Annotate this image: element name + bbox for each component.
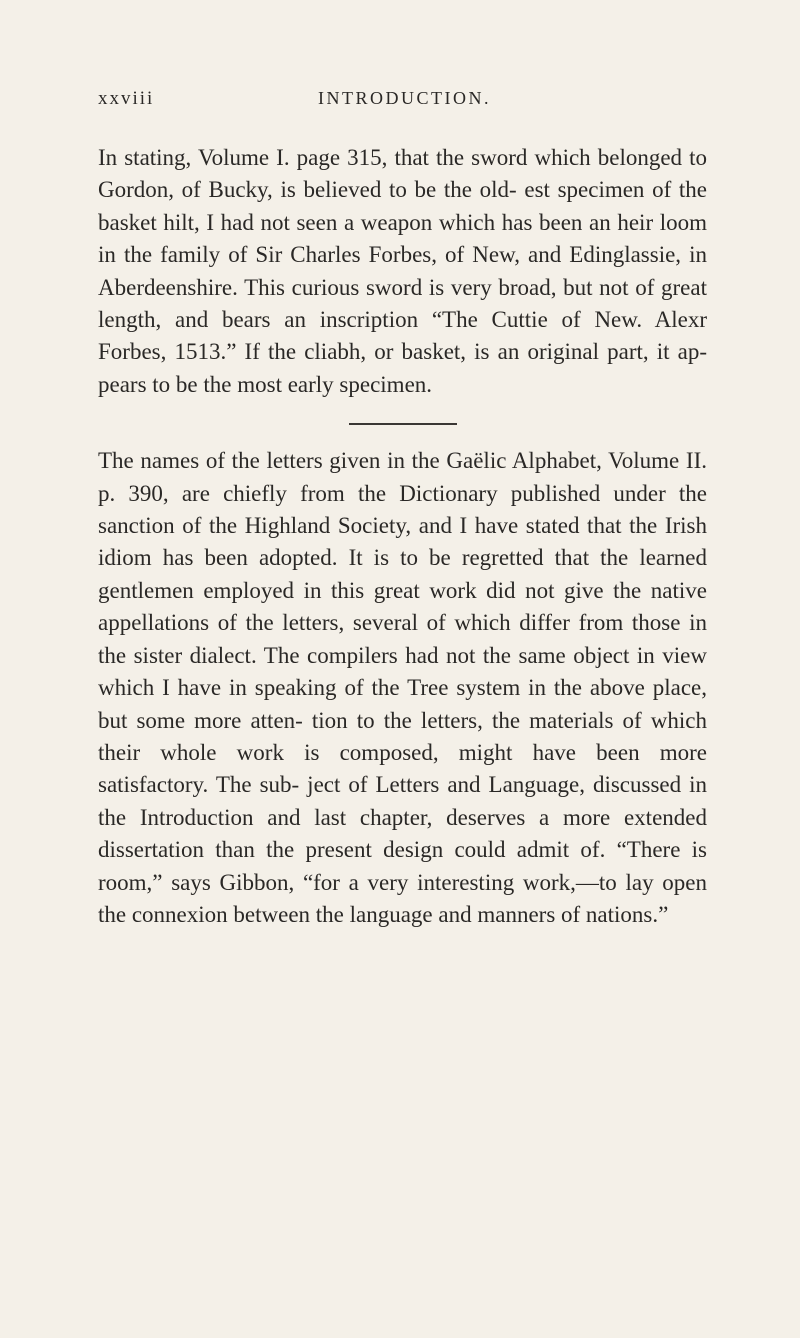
running-head-title: INTRODUCTION. <box>318 88 491 108</box>
page-number: xxviii <box>98 88 155 109</box>
body-text <box>98 142 707 931</box>
section-divider <box>349 423 457 425</box>
paragraph-sword: In stating, Volume I. page 315, that the sword which belonged to Gordon, of Bucky, is believed to be the old- est specimen of the basket hilt, I had not seen a weapon which has been an heir loom in the family of Sir Charles Forbes, of New, and Edinglassie, in Aberdeenshire. This curious sword is very broad, but not of great length, and bears an inscription “The Cuttie of New. Alexr Forbes, 1513.” If the cliabh, or basket, is an original part, it ap- pears to be the most early specimen. <box>98 145 707 397</box>
paragraph-gaelic-alphabet: The names of the letters given in the Gaëlic Alphabet, Volume II. p. 390, are chiefly from the Dictionary published under the sanction of the Highland Society, and I have stated that the Irish idiom has been adopted. It is to be regretted that the learned gentlemen employed in this great work did not give the native appellations of the letters, several of which differ from those in the sister dialect. The compilers had not the same object in view which I have in speaking of the Tree system in the above place, but some more atten- tion to the letters, the materials of which their whole work is composed, might have been more satisfactory. The sub- ject of Letters and Language, discussed in the Introduction and last chapter, deserves a more extended dissertation than the present design could admit of. “There is room,” says Gibbon, “for a very interesting work,—to lay open the connexion between the language and manners of nations.” <box>98 448 707 927</box>
running-head <box>0 88 800 120</box>
